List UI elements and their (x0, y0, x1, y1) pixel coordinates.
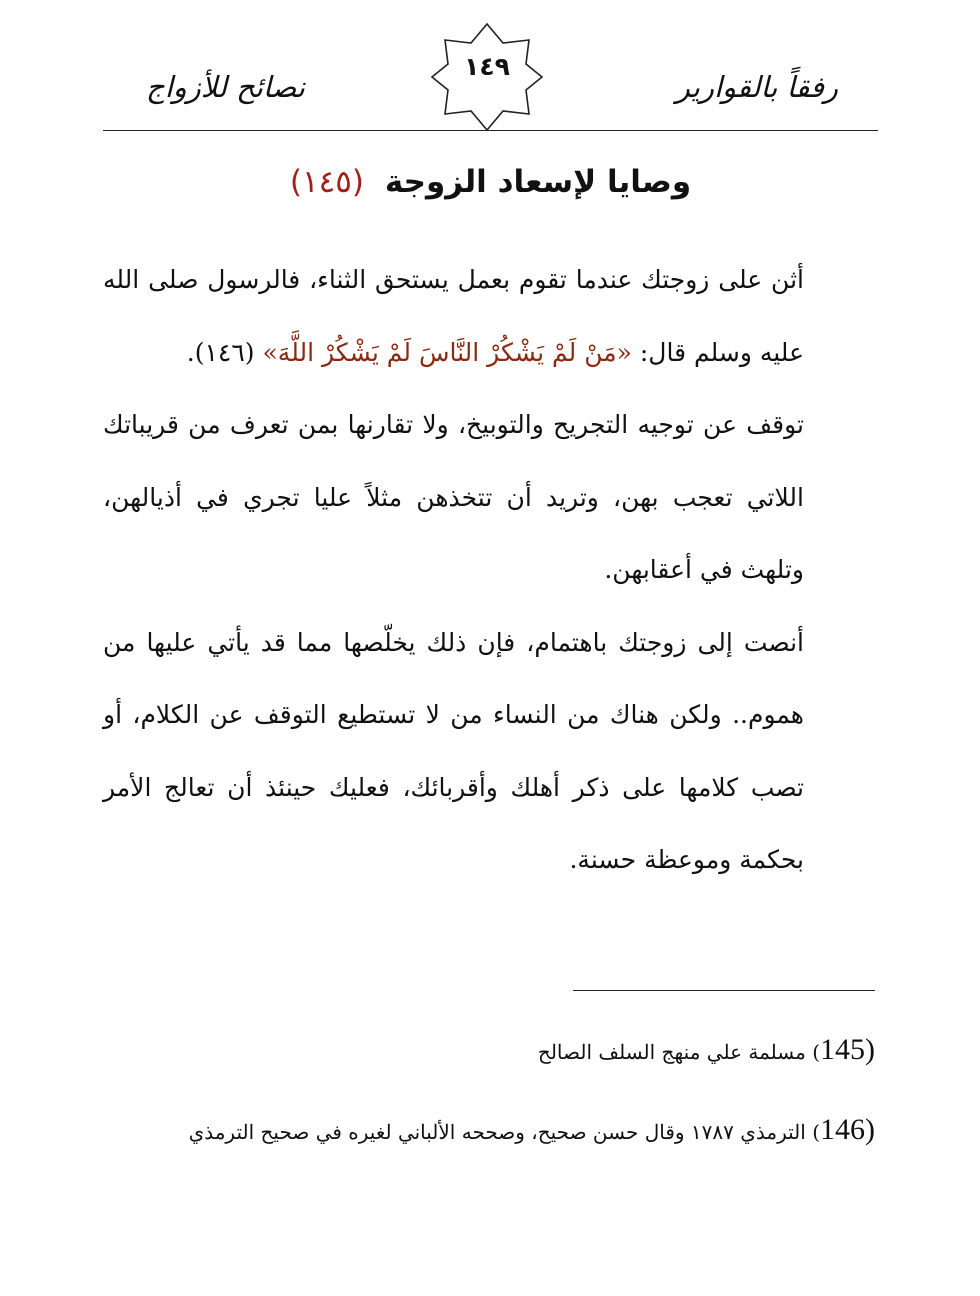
footnote-146-paren: ) (812, 1120, 820, 1144)
footnote-146 (103, 1102, 875, 1160)
footnote-145-number: (145 (820, 1033, 875, 1066)
hadith-quote: «مَنْ لَمْ يَشْكُرْ النَّاسَ لَمْ يَشْكُرْ اللَّهَ» (262, 337, 632, 367)
paragraph-1-text: أثن على زوجتك عندما تقوم بعمل يستحق الثناء، فالرسول صلى الله عليه وسلم قال: (103, 265, 804, 367)
body-text (103, 244, 878, 897)
footnote-146-number: (146 (820, 1113, 875, 1146)
footnote-145-paren: ) (812, 1040, 820, 1064)
section-title-text: وصايا لإسعاد الزوجة (384, 164, 692, 200)
page-number-badge (430, 22, 544, 132)
paragraph-3: أنصت إلى زوجتك باهتمام، فإن ذلك يخلّصها مما قد يأتي عليها من هموم.. ولكن هناك من النساء من لا تستطيع التوقف عن الكلام، أو تصب كلامها على ذكر أهلك وأقربائك، فعليك حينئذ أن تعالج الأمر بحكمة وموعظة حسنة. (103, 627, 804, 874)
header-divider (103, 130, 878, 131)
footnote-146-text: الترمذي ١٧٨٧ وقال حسن صحيح، وصححه الألباني لغيره في صحيح الترمذي (188, 1120, 813, 1144)
header-section-title: نصائح للأزواج (146, 70, 305, 104)
section-title (103, 164, 878, 200)
title-footnote-ref: (١٤٥) (289, 164, 365, 200)
header-book-title: رفقاً بالقوارير (675, 70, 838, 104)
paragraph-1 (103, 244, 878, 389)
footnote-divider (573, 990, 875, 991)
paragraph-1-footnote-ref: (١٤٦). (186, 337, 263, 367)
footnote-145 (103, 1022, 875, 1080)
paragraph-2: توقف عن توجيه التجريح والتوبيخ، ولا تقارنها بمن تعرف من قريباتك اللاتي تعجب بهن، وتريد أن تتخذهن مثلاً عليا تجري في أذيالهن، وتلهث في أعقابهن. (103, 410, 804, 584)
footnote-145-text: مسلمة علي منهج السلف الصالح (537, 1040, 813, 1064)
page-number: ١٤٩ (464, 52, 510, 81)
